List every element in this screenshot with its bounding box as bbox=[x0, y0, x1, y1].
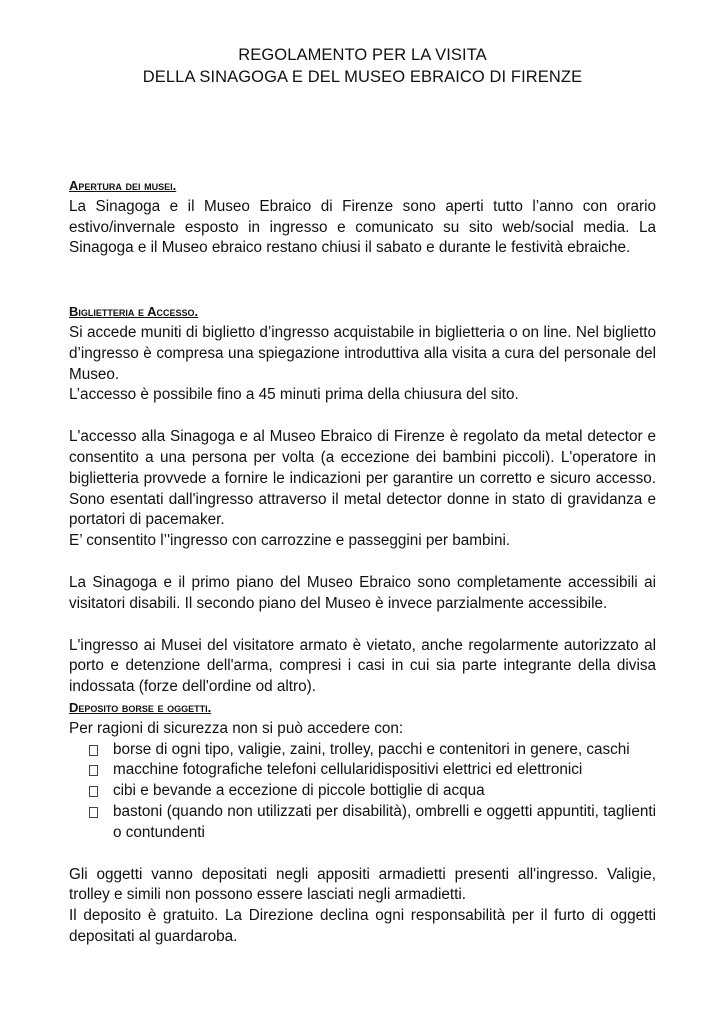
paragraph-accessibilita: La Sinagoga e il primo piano del Museo Ebraico sono completamente accessibili ai visitatori disabili. Il secondo piano del Museo è invece parzialmente accessibile. bbox=[69, 573, 656, 612]
paragraph-armadietti: Gli oggetti vanno depositati negli appositi armadietti presenti all'ingresso. Valigie, trolley e simili non possono essere lasciati negli armadietti. bbox=[69, 865, 656, 904]
paragraph-carrozzine: E’ consentito l’'ingresso con carrozzine e passeggini per bambini. bbox=[69, 532, 511, 550]
list-item-text: macchine fotografiche telefoni cellularidispositivi elettrici ed elettronici bbox=[113, 761, 583, 779]
document-body bbox=[69, 176, 656, 948]
checkbox-bullet-icon bbox=[89, 807, 98, 818]
list-item-text: bastoni (quando non utilizzati per disabilità), ombrelli e oggetti appuntiti, taglienti o contundenti bbox=[113, 802, 656, 841]
heading-apertura: Apertura dei musei. bbox=[69, 178, 177, 193]
paragraph-orario-accesso: L’accesso è possibile fino a 45 minuti prima della chiusura del sito. bbox=[69, 386, 519, 404]
checkbox-bullet-icon bbox=[89, 786, 98, 797]
paragraph-deposito-intro: Per ragioni di sicurezza non si può accedere con: bbox=[69, 719, 404, 737]
paragraph-biglietto: Si accede muniti di biglietto d’ingresso acquistabile in biglietteria o on line. Nel biglietto d’ingresso è compresa una spiegazione introduttiva alla visita a cura del personale del Museo. bbox=[69, 323, 656, 383]
prohibited-items-list bbox=[69, 740, 656, 844]
document-title bbox=[0, 44, 725, 88]
title-line-1: REGOLAMENTO PER LA VISITA bbox=[238, 46, 487, 64]
paragraph-armi: L'ingresso ai Musei del visitatore armato è vietato, anche regolarmente autorizzato al porto e detenzione dell'arma, compresi i casi in cui sia parte integrante della divisa indossata (forze dell'ordine od altro). bbox=[69, 636, 656, 696]
heading-biglietteria: Biglietteria e Accesso. bbox=[69, 304, 199, 320]
checkbox-bullet-icon bbox=[89, 765, 98, 776]
paragraph-metal-detector: L'accesso alla Sinagoga e al Museo Ebraico di Firenze è regolato da metal detector e consentito a una persona per volta (a eccezione dei bambini piccoli). L'operatore in biglietteria provvede a fornire le indicazioni per garantire un corretto e sicuro accesso. Sono esentati dall'ingresso attraverso il metal detector donne in stato di gravidanza e portatori di pacemaker. bbox=[69, 428, 656, 529]
list-item bbox=[69, 740, 656, 761]
checkbox-bullet-icon bbox=[89, 745, 98, 756]
paragraph-deposito-gratuito: Il deposito è gratuito. La Direzione declina ogni responsabilità per il furto di oggetti depositati al guardaroba. bbox=[69, 907, 656, 945]
list-item bbox=[69, 802, 656, 844]
heading-deposito: Deposito borse e oggetti. bbox=[69, 699, 212, 715]
list-item bbox=[69, 760, 656, 781]
list-item bbox=[69, 781, 656, 802]
paragraph-apertura: La Sinagoga e il Museo Ebraico di Firenze sono aperti tutto l’anno con orario estivo/invernale esposto in ingresso e comunicato su sito web/social media. La Sinagoga e il Museo ebraico restano chiusi il sabato e durante le festività ebraiche. bbox=[69, 197, 656, 257]
list-item-text: cibi e bevande a eccezione di piccole bottiglie di acqua bbox=[113, 782, 485, 800]
title-line-2: DELLA SINAGOGA E DEL MUSEO EBRAICO DI FIRENZE bbox=[142, 68, 583, 86]
list-item-text: borse di ogni tipo, valigie, zaini, trolley, pacchi e contenitori in genere, caschi bbox=[113, 740, 630, 758]
